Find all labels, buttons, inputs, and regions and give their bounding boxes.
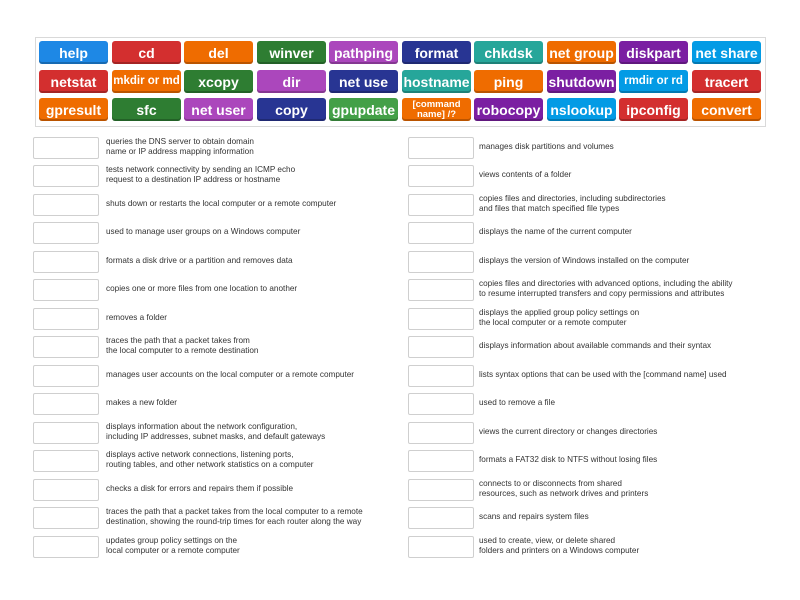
tile-sfc[interactable]: sfc <box>112 98 181 121</box>
tile-pathping[interactable]: pathping <box>329 41 398 64</box>
answer-slot[interactable] <box>33 137 99 159</box>
answer-slot[interactable] <box>408 365 474 387</box>
definition-text: displays active network connections, listening ports, routing tables, and other network statistics on a computer <box>106 450 314 469</box>
answer-slot[interactable] <box>33 507 99 529</box>
definition-text: formats a FAT32 disk to NTFS without losing files <box>479 455 658 465</box>
definition-text: copies files and directories with advanced options, including the ability to resume interrupted transfers and copy permissions and attributes <box>479 279 733 298</box>
answer-slot[interactable] <box>408 479 474 501</box>
word-bank <box>35 37 766 127</box>
definition-text: shuts down or restarts the local computer or a remote computer <box>106 199 337 209</box>
answer-slot[interactable] <box>33 251 99 273</box>
definition-text: manages disk partitions and volumes <box>479 142 614 152</box>
tile-tracert[interactable]: tracert <box>692 70 761 93</box>
tile-hostname[interactable]: hostname <box>402 70 471 93</box>
answer-slot[interactable] <box>33 450 99 472</box>
definition-text: used to remove a file <box>479 398 556 408</box>
definition-text: displays the applied group policy settings on the local computer or a remote computer <box>479 308 640 327</box>
tile-convert[interactable]: convert <box>692 98 761 121</box>
tile-gpupdate[interactable]: gpupdate <box>329 98 398 121</box>
tile-command-help[interactable]: [command name] /? <box>402 98 471 121</box>
definition-text: used to manage user groups on a Windows computer <box>106 227 301 237</box>
definition-text: removes a folder <box>106 313 167 323</box>
tile-del[interactable]: del <box>184 41 253 64</box>
answer-slot[interactable] <box>408 279 474 301</box>
tile-help[interactable]: help <box>39 41 108 64</box>
tile-cd[interactable]: cd <box>112 41 181 64</box>
tile-nslookup[interactable]: nslookup <box>547 98 616 121</box>
definition-text: formats a disk drive or a partition and removes data <box>106 256 293 266</box>
definition-text: displays information about the network configuration, including IP addresses, subnet masks, and default gateways <box>106 422 326 441</box>
definition-text: displays the version of Windows installed on the computer <box>479 256 690 266</box>
tile-net-use[interactable]: net use <box>329 70 398 93</box>
answer-slot[interactable] <box>408 536 474 558</box>
answer-slot[interactable] <box>408 450 474 472</box>
answer-slot[interactable] <box>33 536 99 558</box>
definition-text: views contents of a folder <box>479 170 572 180</box>
tile-netstat[interactable]: netstat <box>39 70 108 93</box>
definition-text: traces the path that a packet takes from the local computer to a remote destination <box>106 336 259 355</box>
definition-text: displays information about available commands and their syntax <box>479 341 712 351</box>
definition-text: copies files and directories, including subdirectories and files that match specified file types <box>479 194 666 213</box>
answer-slot[interactable] <box>33 422 99 444</box>
answer-slot[interactable] <box>408 507 474 529</box>
answer-slot[interactable] <box>33 308 99 330</box>
answer-slot[interactable] <box>408 251 474 273</box>
definition-text: scans and repairs system files <box>479 512 589 522</box>
definition-text: manages user accounts on the local computer or a remote computer <box>106 370 355 380</box>
answer-slot[interactable] <box>408 222 474 244</box>
tile-winver[interactable]: winver <box>257 41 326 64</box>
answer-slot[interactable] <box>408 393 474 415</box>
definition-text: used to create, view, or delete shared folders and printers on a Windows computer <box>479 536 640 555</box>
answer-slot[interactable] <box>33 165 99 187</box>
definition-text: checks a disk for errors and repairs them if possible <box>106 484 294 494</box>
tile-ipconfig[interactable]: ipconfig <box>619 98 688 121</box>
answer-slot[interactable] <box>408 194 474 216</box>
answer-slot[interactable] <box>408 422 474 444</box>
tile-robocopy[interactable]: robocopy <box>474 98 543 121</box>
definition-text: traces the path that a packet takes from the local computer to a remote destination, showing the round-trip times for each router along the way <box>106 507 363 526</box>
definition-text: lists syntax options that can be used with the [command name] used <box>479 370 727 380</box>
answer-slot[interactable] <box>408 137 474 159</box>
tile-diskpart[interactable]: diskpart <box>619 41 688 64</box>
definition-text: copies one or more files from one location to another <box>106 284 298 294</box>
tile-mkdir-or-md[interactable]: mkdir or md <box>112 70 181 93</box>
definition-text: tests network connectivity by sending an ICMP echo request to a destination IP address or hostname <box>106 165 296 184</box>
answer-slot[interactable] <box>33 365 99 387</box>
answer-slot[interactable] <box>33 279 99 301</box>
tile-net-share[interactable]: net share <box>692 41 761 64</box>
tile-gpresult[interactable]: gpresult <box>39 98 108 121</box>
tile-rmdir-or-rd[interactable]: rmdir or rd <box>619 70 688 93</box>
definition-text: displays the name of the current computer <box>479 227 632 237</box>
tile-dir[interactable]: dir <box>257 70 326 93</box>
definition-text: makes a new folder <box>106 398 177 408</box>
answer-slot[interactable] <box>408 165 474 187</box>
answer-slot[interactable] <box>33 479 99 501</box>
answer-slot[interactable] <box>408 336 474 358</box>
tile-format[interactable]: format <box>402 41 471 64</box>
tile-xcopy[interactable]: xcopy <box>184 70 253 93</box>
answer-slot[interactable] <box>33 222 99 244</box>
definition-text: views the current directory or changes directories <box>479 427 658 437</box>
tile-shutdown[interactable]: shutdown <box>547 70 616 93</box>
tile-copy[interactable]: copy <box>257 98 326 121</box>
definition-text: updates group policy settings on the local computer or a remote computer <box>106 536 240 555</box>
tile-net-user[interactable]: net user <box>184 98 253 121</box>
definition-text: queries the DNS server to obtain domain name or IP address mapping information <box>106 137 254 156</box>
answer-slot[interactable] <box>33 393 99 415</box>
tile-net-group[interactable]: net group <box>547 41 616 64</box>
definition-text: connects to or disconnects from shared resources, such as network drives and printers <box>479 479 649 498</box>
tile-ping[interactable]: ping <box>474 70 543 93</box>
answer-slot[interactable] <box>408 308 474 330</box>
tile-chkdsk[interactable]: chkdsk <box>474 41 543 64</box>
answer-slot[interactable] <box>33 336 99 358</box>
answer-slot[interactable] <box>33 194 99 216</box>
